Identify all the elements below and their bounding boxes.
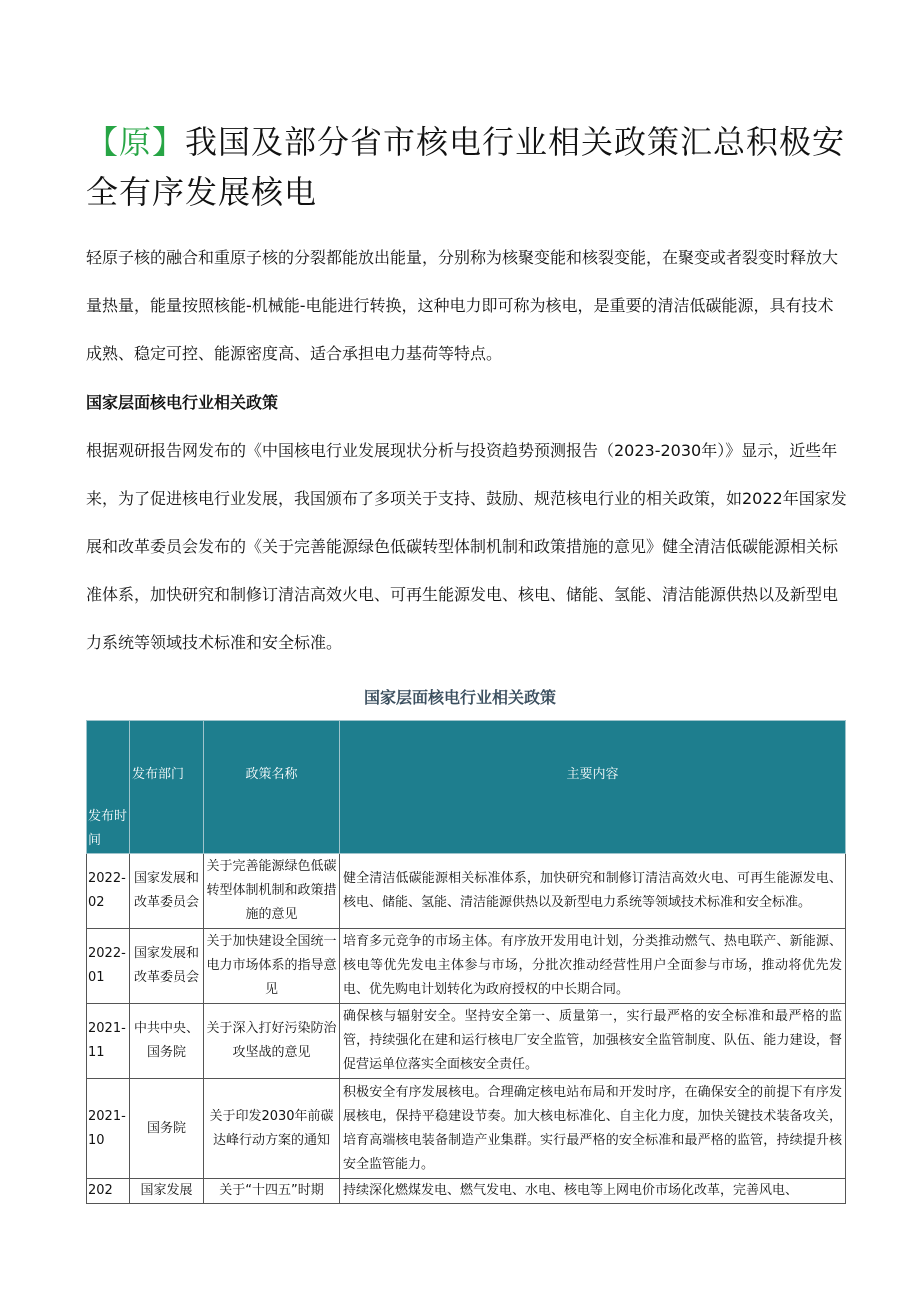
intro-paragraph: 轻原子核的融合和重原子核的分裂都能放出能量，分别称为核聚变能和核裂变能，在聚变或者裂变时释放大量热量，能量按照核能-机械能-电能进行转换，这种电力即可称为核电，是重要的清洁低碳能源，具有技术成熟、稳定可控、能源密度高、适合承担电力基荷等特点。 [86,248,839,363]
cell-name: 关于“十四五”时期 [204,1179,340,1204]
cell-name: 关于深入打好污染防治攻坚战的意见 [204,1004,340,1079]
cell-name: 关于印发2030年前碳达峰行动方案的通知 [204,1079,340,1179]
header-content: 主要内容 [340,721,846,854]
table-row [87,1079,846,1179]
cell-content: 持续深化燃煤发电、燃气发电、水电、核电等上网电价市场化改革，完善风电、 [340,1179,846,1204]
cell-date: 2022-02 [87,854,130,929]
cell-dept: 国务院 [130,1079,204,1179]
document-title [86,117,856,217]
header-dept: 发布部门 [130,721,204,854]
cell-name: 关于完善能源绿色低碳转型体制机制和政策措施的意见 [204,854,340,929]
section-heading: 国家层面核电行业相关政策 [86,393,279,412]
table-header-row [87,721,846,854]
cell-content: 健全清洁低碳能源相关标准体系，加快研究和制修订清洁高效火电、可再生能源发电、核电、储能、氢能、清洁能源供热以及新型电力系统等领域技术标准和安全标准。 [340,854,846,929]
table-row [87,854,846,929]
cell-name: 关于加快建设全国统一电力市场体系的指导意见 [204,929,340,1004]
cell-date: 202 [87,1179,130,1204]
cell-content: 培育多元竞争的市场主体。有序放开发用电计划，分类推动燃气、热电联产、新能源、核电等优先发电主体参与市场，分批次推动经营性用户全面参与市场，推动将优先发电、优先购电计划转化为政府授权的中长期合同。 [340,929,846,1004]
body-paragraph: 根据观研报告网发布的《中国核电行业发展现状分析与投资趋势预测报告（2023-2030年）》显示，近些年来，为了促进核电行业发展，我国颁布了多项关于支持、鼓励、规范核电行业的相关政策，如2022年国家发展和改革委员会发布的《关于完善能源绿色低碳转型体制机制和政策措施的意见》健全清洁低碳能源相关标准体系，加快研究和制修订清洁高效火电、可再生能源发电、核电、储能、氢能、清洁能源供热以及新型电力系统等领域技术标准和安全标准。 [86,441,847,652]
cell-content: 积极安全有序发展核电。合理确定核电站布局和开发时序，在确保安全的前提下有序发展核电，保持平稳建设节奏。加大核电标准化、自主化力度，加快关键技术装备攻关，培育高端核电装备制造产业集群。实行最严格的安全标准和最严格的监管，持续提升核安全监管能力。 [340,1079,846,1179]
cell-content: 确保核与辐射安全。坚持安全第一、质量第一，实行最严格的安全标准和最严格的监管，持续强化在建和运行核电厂安全监管，加强核安全监管制度、队伍、能力建设，督促营运单位落实全面核安全责任。 [340,1004,846,1079]
cell-dept: 国家发展 [130,1179,204,1204]
table-row [87,1179,846,1204]
cell-date: 2021-10 [87,1079,130,1179]
table-row [87,1004,846,1079]
table-caption: 国家层面核电行业相关政策 [363,688,556,707]
cell-dept: 国家发展和改革委员会 [130,929,204,1004]
cell-date: 2022-01 [87,929,130,1004]
policy-table [86,720,846,1204]
title-text: 我国及部分省市核电行业相关政策汇总积极安全有序发展核电 [86,123,846,211]
cell-date: 2021-11 [87,1004,130,1079]
cell-dept: 国家发展和改革委员会 [130,854,204,929]
cell-dept: 中共中央、国务院 [130,1004,204,1079]
header-date: 发布时间 [87,721,130,854]
title-bracket: 【原】 [86,123,186,161]
table-row [87,929,846,1004]
header-name: 政策名称 [204,721,340,854]
